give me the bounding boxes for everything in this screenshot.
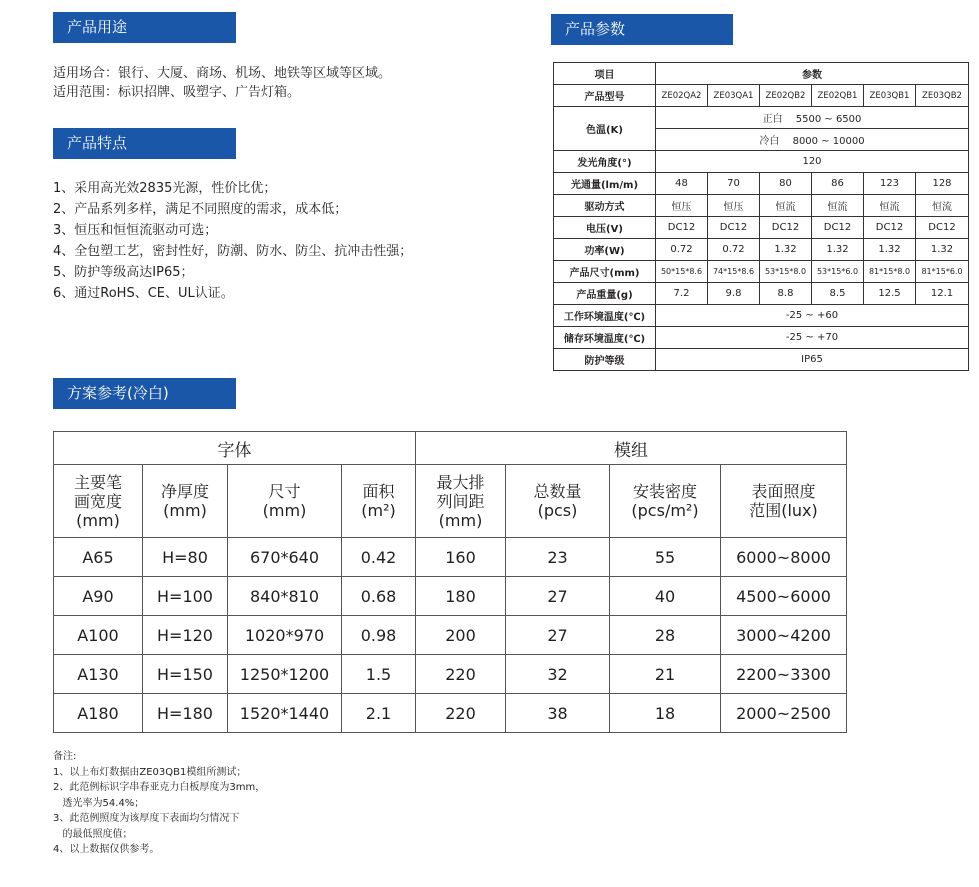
drive-cell: 恒压 [708, 195, 760, 217]
flux-cell: 128 [916, 173, 969, 195]
table-cell: 2.1 [342, 694, 416, 733]
table-cell: 2200~3300 [721, 655, 847, 694]
table-row [54, 538, 847, 577]
model-cell: ZE03QB1 [864, 85, 916, 107]
column-header: 表面照度 范围(lux) [721, 465, 847, 538]
table-cell: 55 [610, 538, 721, 577]
voltage-cell: DC12 [760, 217, 812, 239]
drive-cell: 恒流 [864, 195, 916, 217]
weight-cell: 12.5 [864, 283, 916, 305]
column-header: 净厚度 (mm) [143, 465, 228, 538]
row-label: 色温(K) [554, 107, 656, 151]
table-row [54, 655, 847, 694]
table-cell: 840*810 [228, 577, 342, 616]
header-param: 参数 [656, 63, 969, 85]
notes [53, 749, 265, 858]
table-row [54, 432, 847, 465]
row-label: 储存环境温度(℃) [554, 327, 656, 349]
flux-cell: 70 [708, 173, 760, 195]
table-cell: 180 [416, 577, 506, 616]
table-cell: 32 [506, 655, 610, 694]
table-cell: 0.42 [342, 538, 416, 577]
table-cell: 27 [506, 616, 610, 655]
table-row [554, 217, 969, 239]
voltage-cell: DC12 [812, 217, 864, 239]
table-cell: A130 [54, 655, 143, 694]
table-row [554, 63, 969, 85]
note-line: 透光率为54.4%； [53, 797, 145, 809]
table-cell: 23 [506, 538, 610, 577]
table-row [554, 305, 969, 327]
voltage-cell: DC12 [708, 217, 760, 239]
notes-title: 备注: [53, 751, 77, 762]
feature-item: 5、防护等级高达IP65； [53, 265, 194, 280]
table-cell: 200 [416, 616, 506, 655]
flux-cell: 48 [656, 173, 708, 195]
column-header: 安装密度 (pcs/m²) [610, 465, 721, 538]
use-occasion: 适用场合：银行、大厦、商场、机场、地铁等区域等区域。 [53, 66, 392, 81]
weight-cell: 12.1 [916, 283, 969, 305]
row-label: 功率(W) [554, 239, 656, 261]
table-row [554, 349, 969, 371]
section-header-scheme: 方案参考(冷白) [53, 378, 236, 409]
table-cell: 3000~4200 [721, 616, 847, 655]
size-cell: 81*15*8.0 [864, 261, 916, 283]
table-row [54, 694, 847, 733]
table-row [554, 151, 969, 173]
power-cell: 1.32 [812, 239, 864, 261]
cct-cool: 冷白 8000 ~ 10000 [656, 129, 969, 151]
store-temp-value: -25 ~ +70 [656, 327, 969, 349]
table-cell: 27 [506, 577, 610, 616]
column-header: 尺寸 (mm) [228, 465, 342, 538]
table-cell: 1250*1200 [228, 655, 342, 694]
model-cell: ZE03QB2 [916, 85, 969, 107]
table-cell: 28 [610, 616, 721, 655]
table-cell: 21 [610, 655, 721, 694]
drive-cell: 恒流 [916, 195, 969, 217]
table-cell: 160 [416, 538, 506, 577]
table-cell: H=100 [143, 577, 228, 616]
weight-cell: 9.8 [708, 283, 760, 305]
table-cell: H=120 [143, 616, 228, 655]
table-cell: 40 [610, 577, 721, 616]
weight-cell: 8.5 [812, 283, 864, 305]
scheme-table [53, 431, 847, 733]
drive-cell: 恒流 [760, 195, 812, 217]
note-line: 3、此范例照度为该厚度下表面均匀情况下 [53, 813, 240, 824]
model-cell: ZE02QB2 [760, 85, 812, 107]
table-cell: 0.98 [342, 616, 416, 655]
row-label: 发光角度(°) [554, 151, 656, 173]
table-cell: A65 [54, 538, 143, 577]
table-row [554, 195, 969, 217]
section-header-use: 产品用途 [53, 12, 236, 43]
power-cell: 1.32 [760, 239, 812, 261]
feature-item: 2、产品系列多样，满足不同照度的需求，成本低； [53, 202, 348, 217]
section-header-params: 产品参数 [551, 14, 733, 45]
size-cell: 53*15*6.0 [812, 261, 864, 283]
flux-cell: 80 [760, 173, 812, 195]
table-row [54, 577, 847, 616]
feature-item: 6、通过RoHS、CE、UL认证。 [53, 286, 234, 301]
column-header: 总数量 (pcs) [506, 465, 610, 538]
group-header-font: 字体 [54, 432, 416, 465]
row-label: 产品重量(g) [554, 283, 656, 305]
table-row [554, 327, 969, 349]
size-cell: 81*15*6.0 [916, 261, 969, 283]
feature-item: 4、全包塑工艺，密封性好，防潮、防水、防尘、抗冲击性强； [53, 244, 413, 259]
table-row [554, 283, 969, 305]
power-cell: 1.32 [916, 239, 969, 261]
ip-value: IP65 [656, 349, 969, 371]
row-label: 产品尺寸(mm) [554, 261, 656, 283]
column-header: 最大排 列间距 (mm) [416, 465, 506, 538]
table-row [554, 107, 969, 129]
table-cell: H=80 [143, 538, 228, 577]
flux-cell: 86 [812, 173, 864, 195]
table-cell: A90 [54, 577, 143, 616]
row-label: 产品型号 [554, 85, 656, 107]
table-row [54, 465, 847, 538]
note-line: 2、此范例标识字串春亚克力白板厚度为3mm， [53, 782, 266, 793]
table-cell: 1520*1440 [228, 694, 342, 733]
note-line: 4、以上数据仅供参考。 [53, 844, 160, 855]
angle-value: 120 [656, 151, 969, 173]
note-line: 的最低照度值； [53, 828, 133, 840]
row-label: 光通量(lm/m) [554, 173, 656, 195]
row-label: 驱动方式 [554, 195, 656, 217]
table-row [554, 85, 969, 107]
work-temp-value: -25 ~ +60 [656, 305, 969, 327]
table-cell: 1020*970 [228, 616, 342, 655]
size-cell: 74*15*8.6 [708, 261, 760, 283]
drive-cell: 恒流 [812, 195, 864, 217]
table-row [54, 616, 847, 655]
table-row [554, 239, 969, 261]
table-cell: H=180 [143, 694, 228, 733]
table-cell: 6000~8000 [721, 538, 847, 577]
table-cell: 38 [506, 694, 610, 733]
table-cell: 220 [416, 655, 506, 694]
flux-cell: 123 [864, 173, 916, 195]
row-label: 防护等级 [554, 349, 656, 371]
table-cell: A180 [54, 694, 143, 733]
column-header: 面积 (m²) [342, 465, 416, 538]
size-cell: 50*15*8.6 [656, 261, 708, 283]
column-header: 主要笔 画宽度 (mm) [54, 465, 143, 538]
use-scope: 适用范围：标识招牌、吸塑字、广告灯箱。 [53, 85, 301, 100]
model-cell: ZE02QB1 [812, 85, 864, 107]
voltage-cell: DC12 [656, 217, 708, 239]
weight-cell: 8.8 [760, 283, 812, 305]
table-cell: A100 [54, 616, 143, 655]
voltage-cell: DC12 [864, 217, 916, 239]
note-line: 1、以上布灯数据由ZE03QB1模组所测试； [53, 766, 247, 778]
table-row [554, 261, 969, 283]
feature-item: 1、采用高光效2835光源，性价比优； [53, 181, 277, 196]
voltage-cell: DC12 [916, 217, 969, 239]
drive-cell: 恒压 [656, 195, 708, 217]
model-cell: ZE02QA2 [656, 85, 708, 107]
cct-positive: 正白 5500 ~ 6500 [656, 107, 969, 129]
table-cell: 4500~6000 [721, 577, 847, 616]
model-cell: ZE03QA1 [708, 85, 760, 107]
size-cell: 53*15*8.0 [760, 261, 812, 283]
power-cell: 1.32 [864, 239, 916, 261]
weight-cell: 7.2 [656, 283, 708, 305]
table-cell: 18 [610, 694, 721, 733]
table-cell: 670*640 [228, 538, 342, 577]
table-cell: 220 [416, 694, 506, 733]
table-cell: H=150 [143, 655, 228, 694]
header-item: 项目 [554, 63, 656, 85]
section-header-features: 产品特点 [53, 128, 236, 159]
table-row [554, 173, 969, 195]
feature-list [53, 178, 412, 304]
params-table [553, 62, 969, 371]
power-cell: 0.72 [708, 239, 760, 261]
table-cell: 2000~2500 [721, 694, 847, 733]
use-description [53, 64, 391, 102]
row-label: 电压(V) [554, 217, 656, 239]
table-cell: 0.68 [342, 577, 416, 616]
group-header-module: 模组 [416, 432, 847, 465]
feature-item: 3、恒压和恒恒流驱动可选； [53, 223, 218, 238]
power-cell: 0.72 [656, 239, 708, 261]
table-cell: 1.5 [342, 655, 416, 694]
row-label: 工作环境温度(℃) [554, 305, 656, 327]
